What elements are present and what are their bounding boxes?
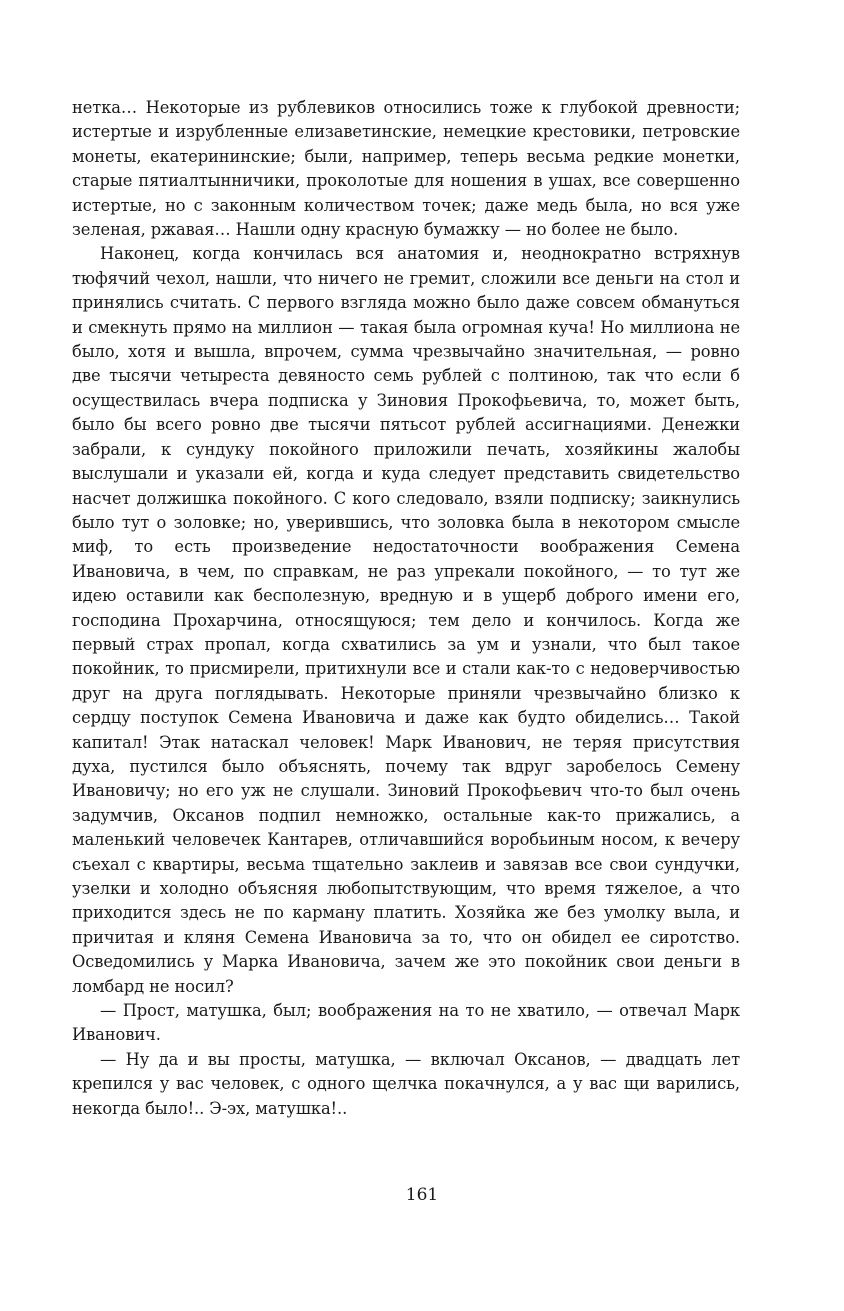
- paragraph-dialogue-2: — Ну да и вы просты, матушка, — включал Оксанов, — двадцать лет крепился у вас человек, с одного щелчка покачнулся, а у вас щи варились, некогда было!.. Э-эх, матушка!..: [72, 1049, 740, 1118]
- paragraph-continuation: нетка… Некоторые из рублевиков относились тоже к глубокой древности; истертые и изрубленные елизаветинские, немецкие крестовики, петровские монеты, екатерининские; были, например, теперь весьма редкие монетки, старые пятиалтынничики, проколотые для ношения в ушах, все совершенно истертые, но с законным количеством точек; даже медь была, но вся уже зеленая, ржавая… Нашли одну красную бумажку — но более не было.: [72, 98, 740, 240]
- paragraph-dialogue-1: — Прост, матушка, был; воображения на то не хватило, — отвечал Марк Иванович.: [72, 1001, 740, 1045]
- page-body: [72, 96, 740, 1121]
- page-number: 161: [405, 1185, 439, 1205]
- paragraph-main: Наконец, когда кончилась вся анатомия и, неоднократно встряхнув тюфячий чехол, нашли, что ничего не гремит, сложили все деньги на стол и принялись считать. С первого взгляда можно было даже совсем обмануться и смекнуть прямо на миллион — такая была огромная куча! Но миллиона не было, хотя и вышла, впрочем, сумма чрезвычайно значительная, — ровно две тысячи четыреста девяносто семь рублей с полтиною, так что если б осуществилась вчера подписка у Зиновия Прокофьевича, то, может быть, было бы всего ровно две тысячи пятьсот рублей ассигнациями. Денежки забрали, к сундуку покойного приложили печать, хозяйкины жалобы выслушали и указали ей, когда и куда следует представить свидетельство насчет должишка покойного. С кого следовало, взяли подписку; заикнулись было тут о золовке; но, уверившись, что золовка была в некотором смысле миф, то есть произведение недостаточности воображения Семена Ивановича, в чем, по справкам, не раз упрекали покойного, — то тут же идею оставили как бесполезную, вредную и в ущерб доброго имени его, господина Прохарчина, относящуюся; тем дело и кончилось. Когда же первый страх пропал, когда схватились за ум и узнали, что был такое покойник, то присмирели, притихнули все и стали как-то с недоверчивостью друг на друга поглядывать. Некоторые приняли чрезвычайно близко к сердцу поступок Семена Ивановича и даже как будто обиделись… Такой капитал! Этак натаскал человек! Марк Иванович, не теряя присутствия духа, пустился было объяснять, почему так вдруг заробелось Семену Ивановичу; но его уж не слушали. Зиновий Прокофьевич что-то был очень задумчив, Оксанов подпил немножко, остальные как-то прижались, а маленький человечек Кантарев, отличавшийся воробьиным носом, к вечеру съехал с квартиры, весьма тщательно заклеив и завязав все свои сундучки, узелки и холодно объясняя любопытствующим, что время тяжелое, а что приходится здесь не по карману платить. Хозяйка же без умолку выла, и причитая и кляня Семена Ивановича за то, что он обидел ее сиротство. Осведомились у Марка Ивановича, зачем же это покойник свои деньги в ломбард не носил?: [72, 244, 740, 996]
